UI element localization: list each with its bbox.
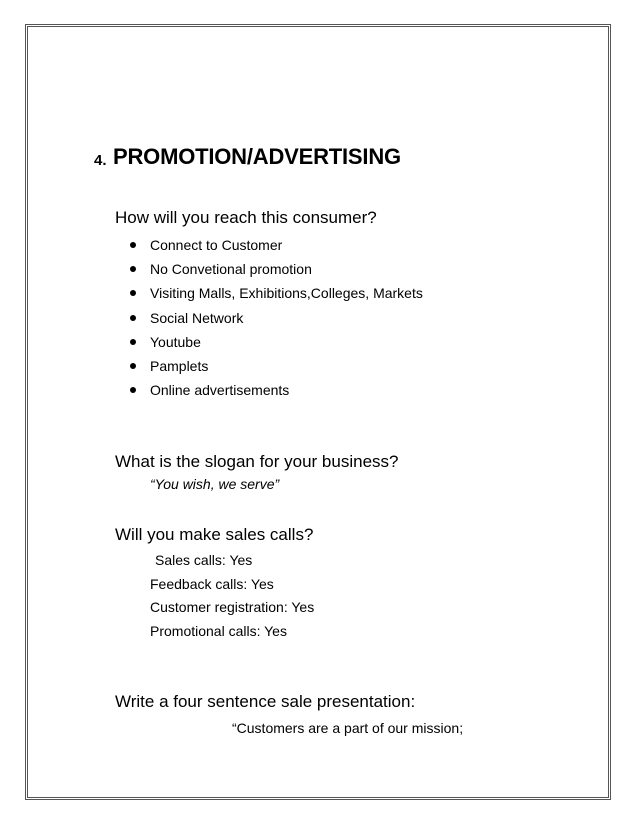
- sales-calls-list: [150, 551, 314, 645]
- reach-question: How will you reach this consumer?: [115, 208, 377, 227]
- list-item-label: Visiting Malls, Exhibitions,Colleges, Markets: [150, 285, 423, 302]
- list-item: [130, 381, 423, 405]
- presentation-question: Write a four sentence sale presentation:: [115, 692, 416, 711]
- reach-list: [130, 236, 423, 405]
- list-item-label: Youtube: [150, 333, 201, 350]
- customer-registration-item: Customer registration: Yes: [150, 599, 315, 615]
- list-item: [130, 284, 423, 308]
- bullet-icon: [130, 242, 136, 248]
- sales-calls-question: Will you make sales calls?: [115, 525, 314, 544]
- slogan-question: What is the slogan for your business?: [115, 452, 399, 471]
- list-item-label: No Convetional promotion: [150, 261, 312, 278]
- section-title: PROMOTION/ADVERTISING: [113, 144, 401, 169]
- list-item-label: Pamplets: [150, 357, 209, 374]
- list-item: [130, 357, 423, 381]
- list-item: [130, 309, 423, 333]
- list-item-label: Connect to Customer: [150, 237, 283, 253]
- bullet-icon: [130, 339, 136, 345]
- bullet-icon: [130, 266, 136, 272]
- page-border: [25, 24, 611, 800]
- list-item-label: Social Network: [150, 309, 244, 326]
- list-item-label: Online advertisements: [150, 382, 290, 399]
- feedback-calls-item: Feedback calls: Yes: [150, 575, 274, 592]
- sales-calls-item: Sales calls: Yes: [155, 552, 253, 568]
- list-item: [130, 333, 423, 357]
- presentation-text: “Customers are a part of our mission;: [232, 720, 464, 736]
- bullet-icon: [130, 315, 136, 321]
- slogan-text: “You wish, we serve”: [150, 476, 280, 492]
- section-number: 4.: [94, 152, 107, 169]
- bullet-icon: [130, 387, 136, 393]
- list-item: [130, 236, 423, 260]
- bullet-icon: [130, 290, 136, 296]
- list-item: [130, 260, 423, 284]
- bullet-icon: [130, 363, 136, 369]
- promotional-calls-item: Promotional calls: Yes: [150, 622, 287, 639]
